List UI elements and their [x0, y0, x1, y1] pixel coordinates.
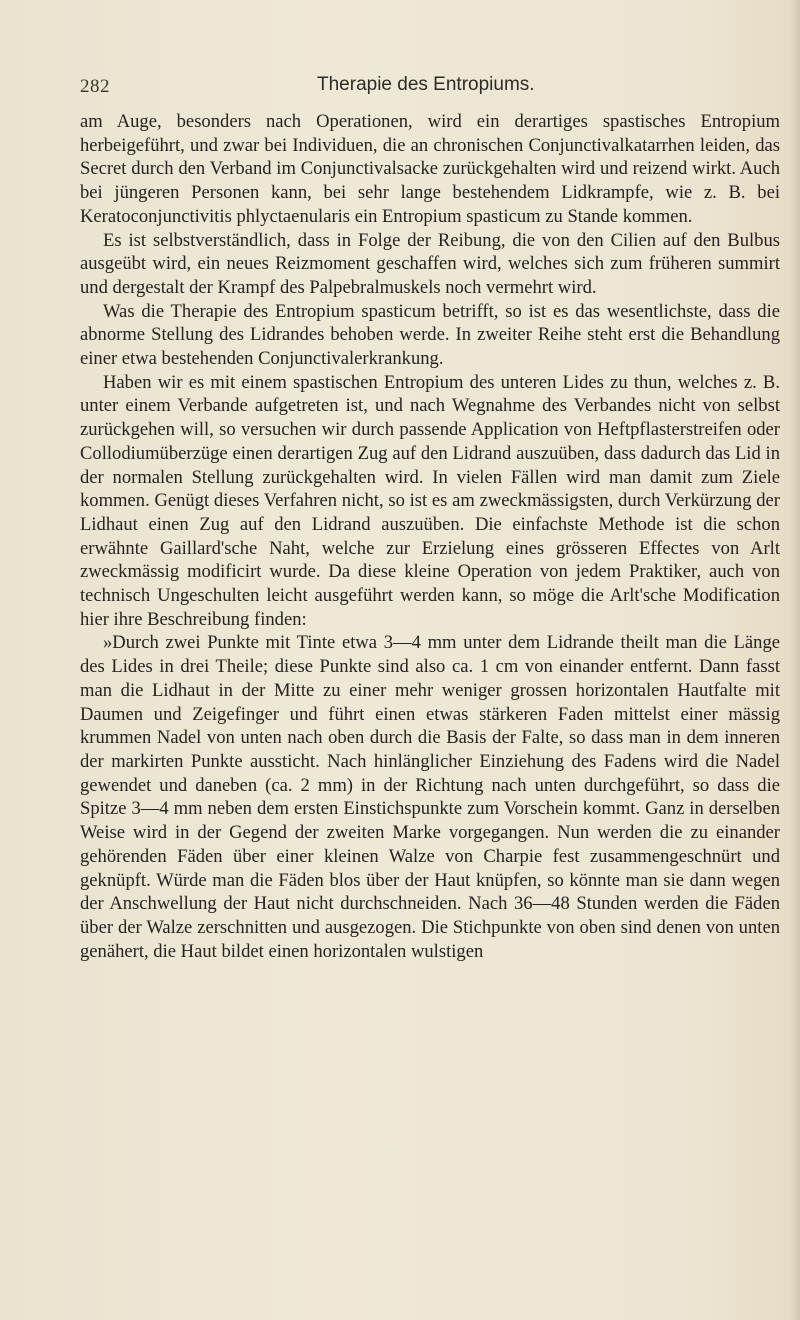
paragraph-1: am Auge, besonders nach Operationen, wird ein derartiges spastisches Entropium herbeigeführt, und zwar bei Individuen, die an chronischen Conjunctivalkatarrhen leiden, das Secret durch den Verband im Conjunctivalsacke zurückgehalten wird und reizend wirkt. Auch bei jüngeren Personen kann, bei sehr lange bestehendem Lidkrampfe, wie z. B. bei Keratoconjunctivitis phlyctaenularis ein Entropium spasticum zu Stande kommen.	[80, 111, 780, 227]
paragraph-3: Was die Therapie des Entropium spasticum betrifft, so ist es das wesentlichste, dass die abnorme Stellung des Lidrandes behoben werde. In zweiter Reihe steht erst die Behandlung einer etwa bestehenden Conjunctivalerkrankung.	[80, 300, 780, 370]
body-text	[80, 110, 780, 963]
page-edge-shadow	[790, 0, 800, 1320]
running-head: Therapie des Entropiums.	[317, 74, 535, 95]
paragraph-4: Haben wir es mit einem spastischen Entropium des unteren Lides zu thun, welches z. B. unter einem Verbande aufgetreten ist, und nach Wegnahme des Verbandes nicht von selbst zurückgehen will, so versuchen wir durch passende Application von Heftpflasterstreifen oder Collodiumüberzüge einen derartigen Zug auf den Lidrand auszuüben, dass dadurch das Lid in der normalen Stellung zurückgehalten wird. In vielen Fällen wird man damit zum Ziele kommen. Genügt dieses Verfahren nicht, so ist es am zweckmässigsten, durch Verkürzung der Lidhaut einen Zug auf den Lidrand auszuüben. Die einfachste Methode ist die schon erwähnte Gaillard'sche Naht, welche zur Erzielung eines grösseren Effectes von Arlt zweckmässig modificirt wurde. Da diese kleine Operation von jedem Praktiker, auch von technisch Ungeschulten leicht ausgeführt werden kann, so möge die Arlt'sche Modification hier ihre Beschreibung finden:	[80, 371, 780, 630]
page-header	[0, 70, 800, 104]
paragraph-5-quotation: »Durch zwei Punkte mit Tinte etwa 3—4 mm unter dem Lidrande theilt man die Länge des Lides in drei Theile; diese Punkte sind also ca. 1 cm von einander entfernt. Dann fasst man die Lidhaut in der Mitte zu einer mehr weniger grossen horizontalen Hautfalte mit Daumen und Zeigefinger und führt einen etwas stärkeren Faden mittelst einer mässig krummen Nadel von unten nach oben durch die Basis der Falte, so dass man in dem inneren der markirten Punkte aussticht. Nach hinlänglicher Einziehung des Fadens wird die Nadel gewendet und daneben (ca. 2 mm) in der Richtung nach unten durchgeführt, so dass die Spitze 3—4 mm neben dem ersten Einstichspunkte zum Vorschein kommt. Ganz in derselben Weise wird in der Gegend der zweiten Marke vorgegangen. Nun werden die zu einander gehörenden Fäden über einer kleinen Walze von Charpie fest zusammengeschnürt und geknüpft. Würde man die Fäden blos über der Haut knüpfen, so könnte man sie dann wegen der Anschwellung der Haut nicht durchschneiden. Nach 36—48 Stunden werden die Fäden über der Walze zerschnitten und ausgezogen. Die Stichpunkte von oben sind denen von unten genähert, die Haut bildet einen horizontalen wulstigen	[80, 632, 780, 962]
paragraph-2: Es ist selbstverständlich, dass in Folge der Reibung, die von den Cilien auf den Bulbus ausgeübt wird, ein neues Reizmoment geschaffen wird, welches sich zum früheren summirt und dergestalt der Krampf des Palpebralmuskels noch vermehrt wird.	[80, 229, 780, 298]
page-number: 282	[80, 76, 110, 97]
